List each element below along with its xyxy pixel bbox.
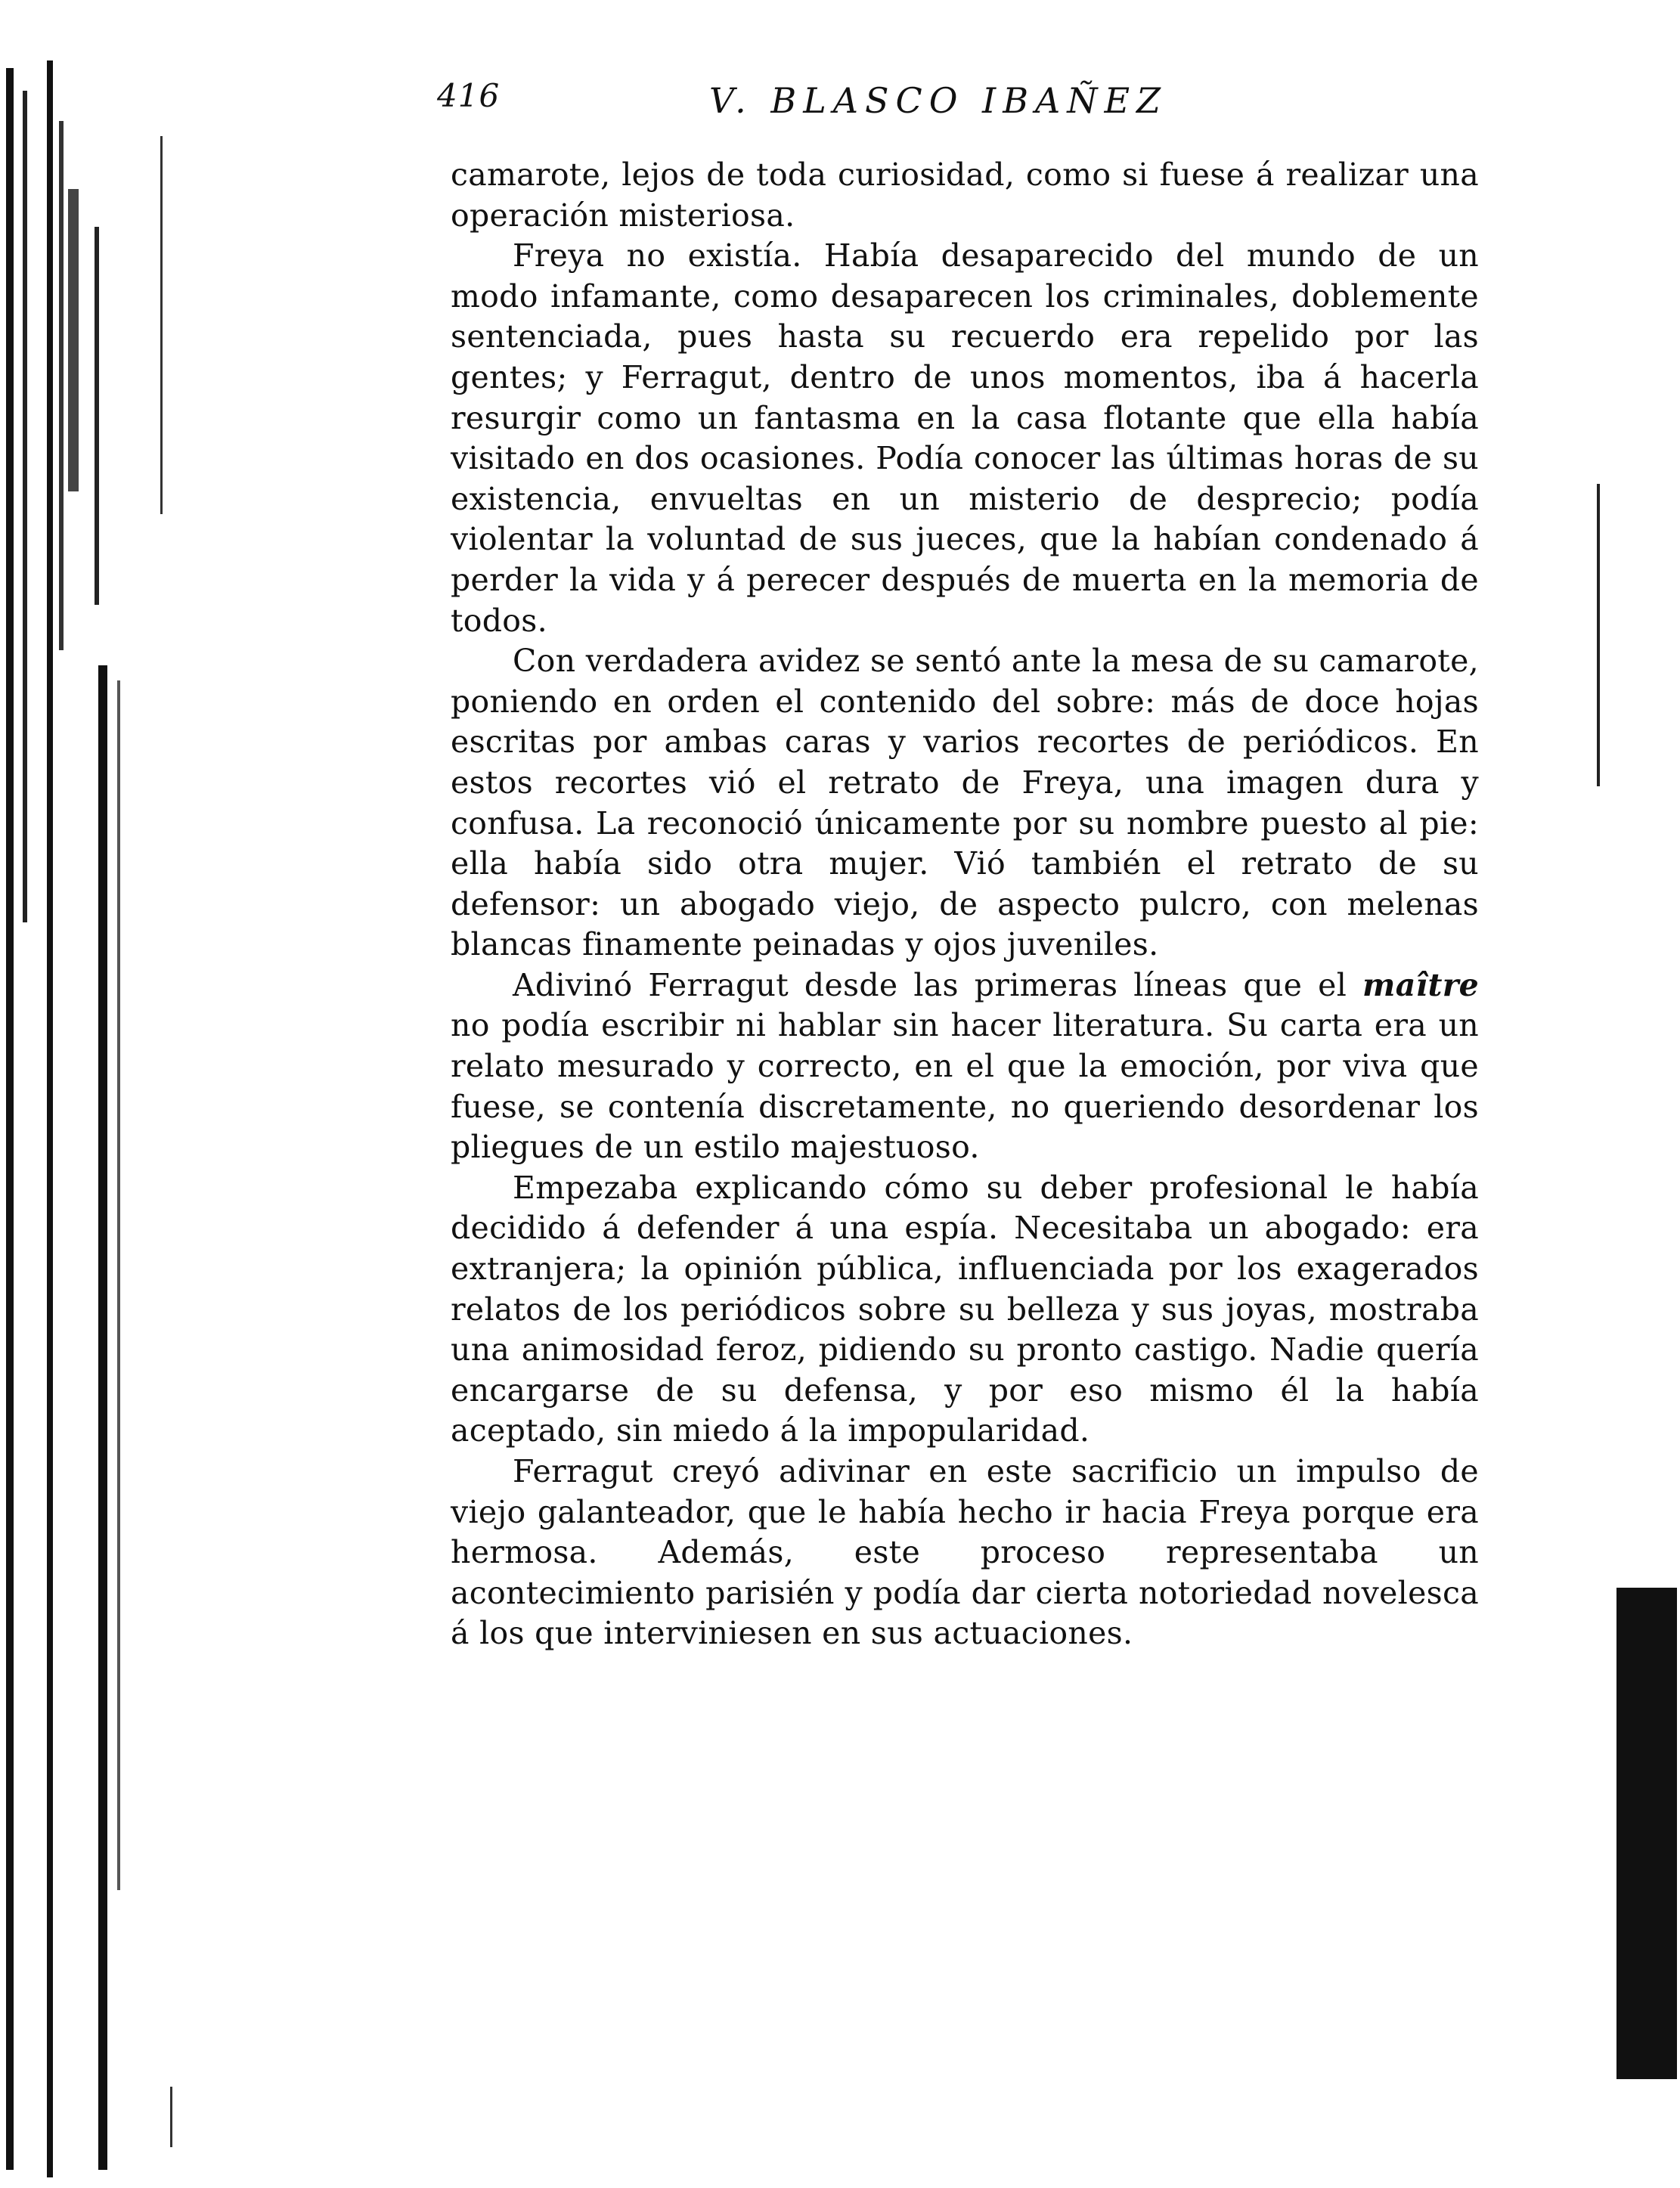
paragraph-continued: camarote, lejos de toda curiosidad, como si fuese á realizar una operación misteriosa. [451,157,1479,234]
edge-shadow-right [1588,0,1680,2188]
paragraph [451,965,1479,1168]
paragraph: Freya no existía. Había desaparecido del mundo de un modo infamante, como desaparecen los criminales, doblemente sentenciada, pues hasta su recuerdo era repelido por las gentes; y Ferragut, dentro de unos momentos, iba á hacerla resurgir como un fantasma en la casa flotante que ella había visitado en dos ocasiones. Podía conocer las últimas horas de su existencia, envueltas en un misterio de desprecio; podía violentar la voluntad de sus jueces, que la habían condenado á perder la vida y á perecer después de muerta en la memoria de todos. [451,237,1479,639]
page-number: 416 [437,77,501,114]
body-text [451,155,1479,1654]
running-header [437,70,1480,130]
running-title: V. BLASCO IBAÑEZ [709,80,1168,121]
paragraph: Ferragut creyó adivinar en este sacrificio un impulso de viejo galanteador, que le había hecho ir hacia Freya porque era hermosa. Además, este proceso representaba un acontecimiento parisién y podía dar cierta notoriedad novelesca á los que interviniesen en sus actuaciones. [451,1453,1479,1652]
paragraph-text: no podía escribir ni hablar sin hacer literatura. Su carta era un relato mesurado y correcto, en el que la emoción, por viva que fuese, se contenía discretamente, no queriendo desordenar los pliegues de un estilo majestuoso. [451,1007,1479,1166]
paragraph: Con verdadera avidez se sentó ante la mesa de su camarote, poniendo en orden el contenido del sobre: más de doce hojas escritas por ambas caras y varios recortes de periódicos. En estos recortes vió el retrato de Freya, una imagen dura y confusa. La reconoció únicamente por su nombre puesto al pie: ella había sido otra mujer. Vió también el retrato de su defensor: un abogado viejo, de aspecto pulcro, con melenas blancas finamente peinadas y ojos juveniles. [451,643,1479,963]
paragraph-text: Adivinó Ferragut desde las primeras líneas que el [513,966,1347,1003]
italic-term: maître [1362,966,1479,1003]
paragraph: Empezaba explicando cómo su deber profesional le había decidido á defender á una espía. Necesitaba un abogado: era extranjera; la opinión pública, influenciada por los exagerados relatos de los periódicos sobre su belleza y sus joyas, mostraba una animosidad feroz, pidiendo su pronto castigo. Nadie quería encargarse de su defensa, y por eso mismo él la había aceptado, sin miedo á la impopularidad. [451,1169,1479,1449]
binding-shadow-left [0,0,181,2188]
